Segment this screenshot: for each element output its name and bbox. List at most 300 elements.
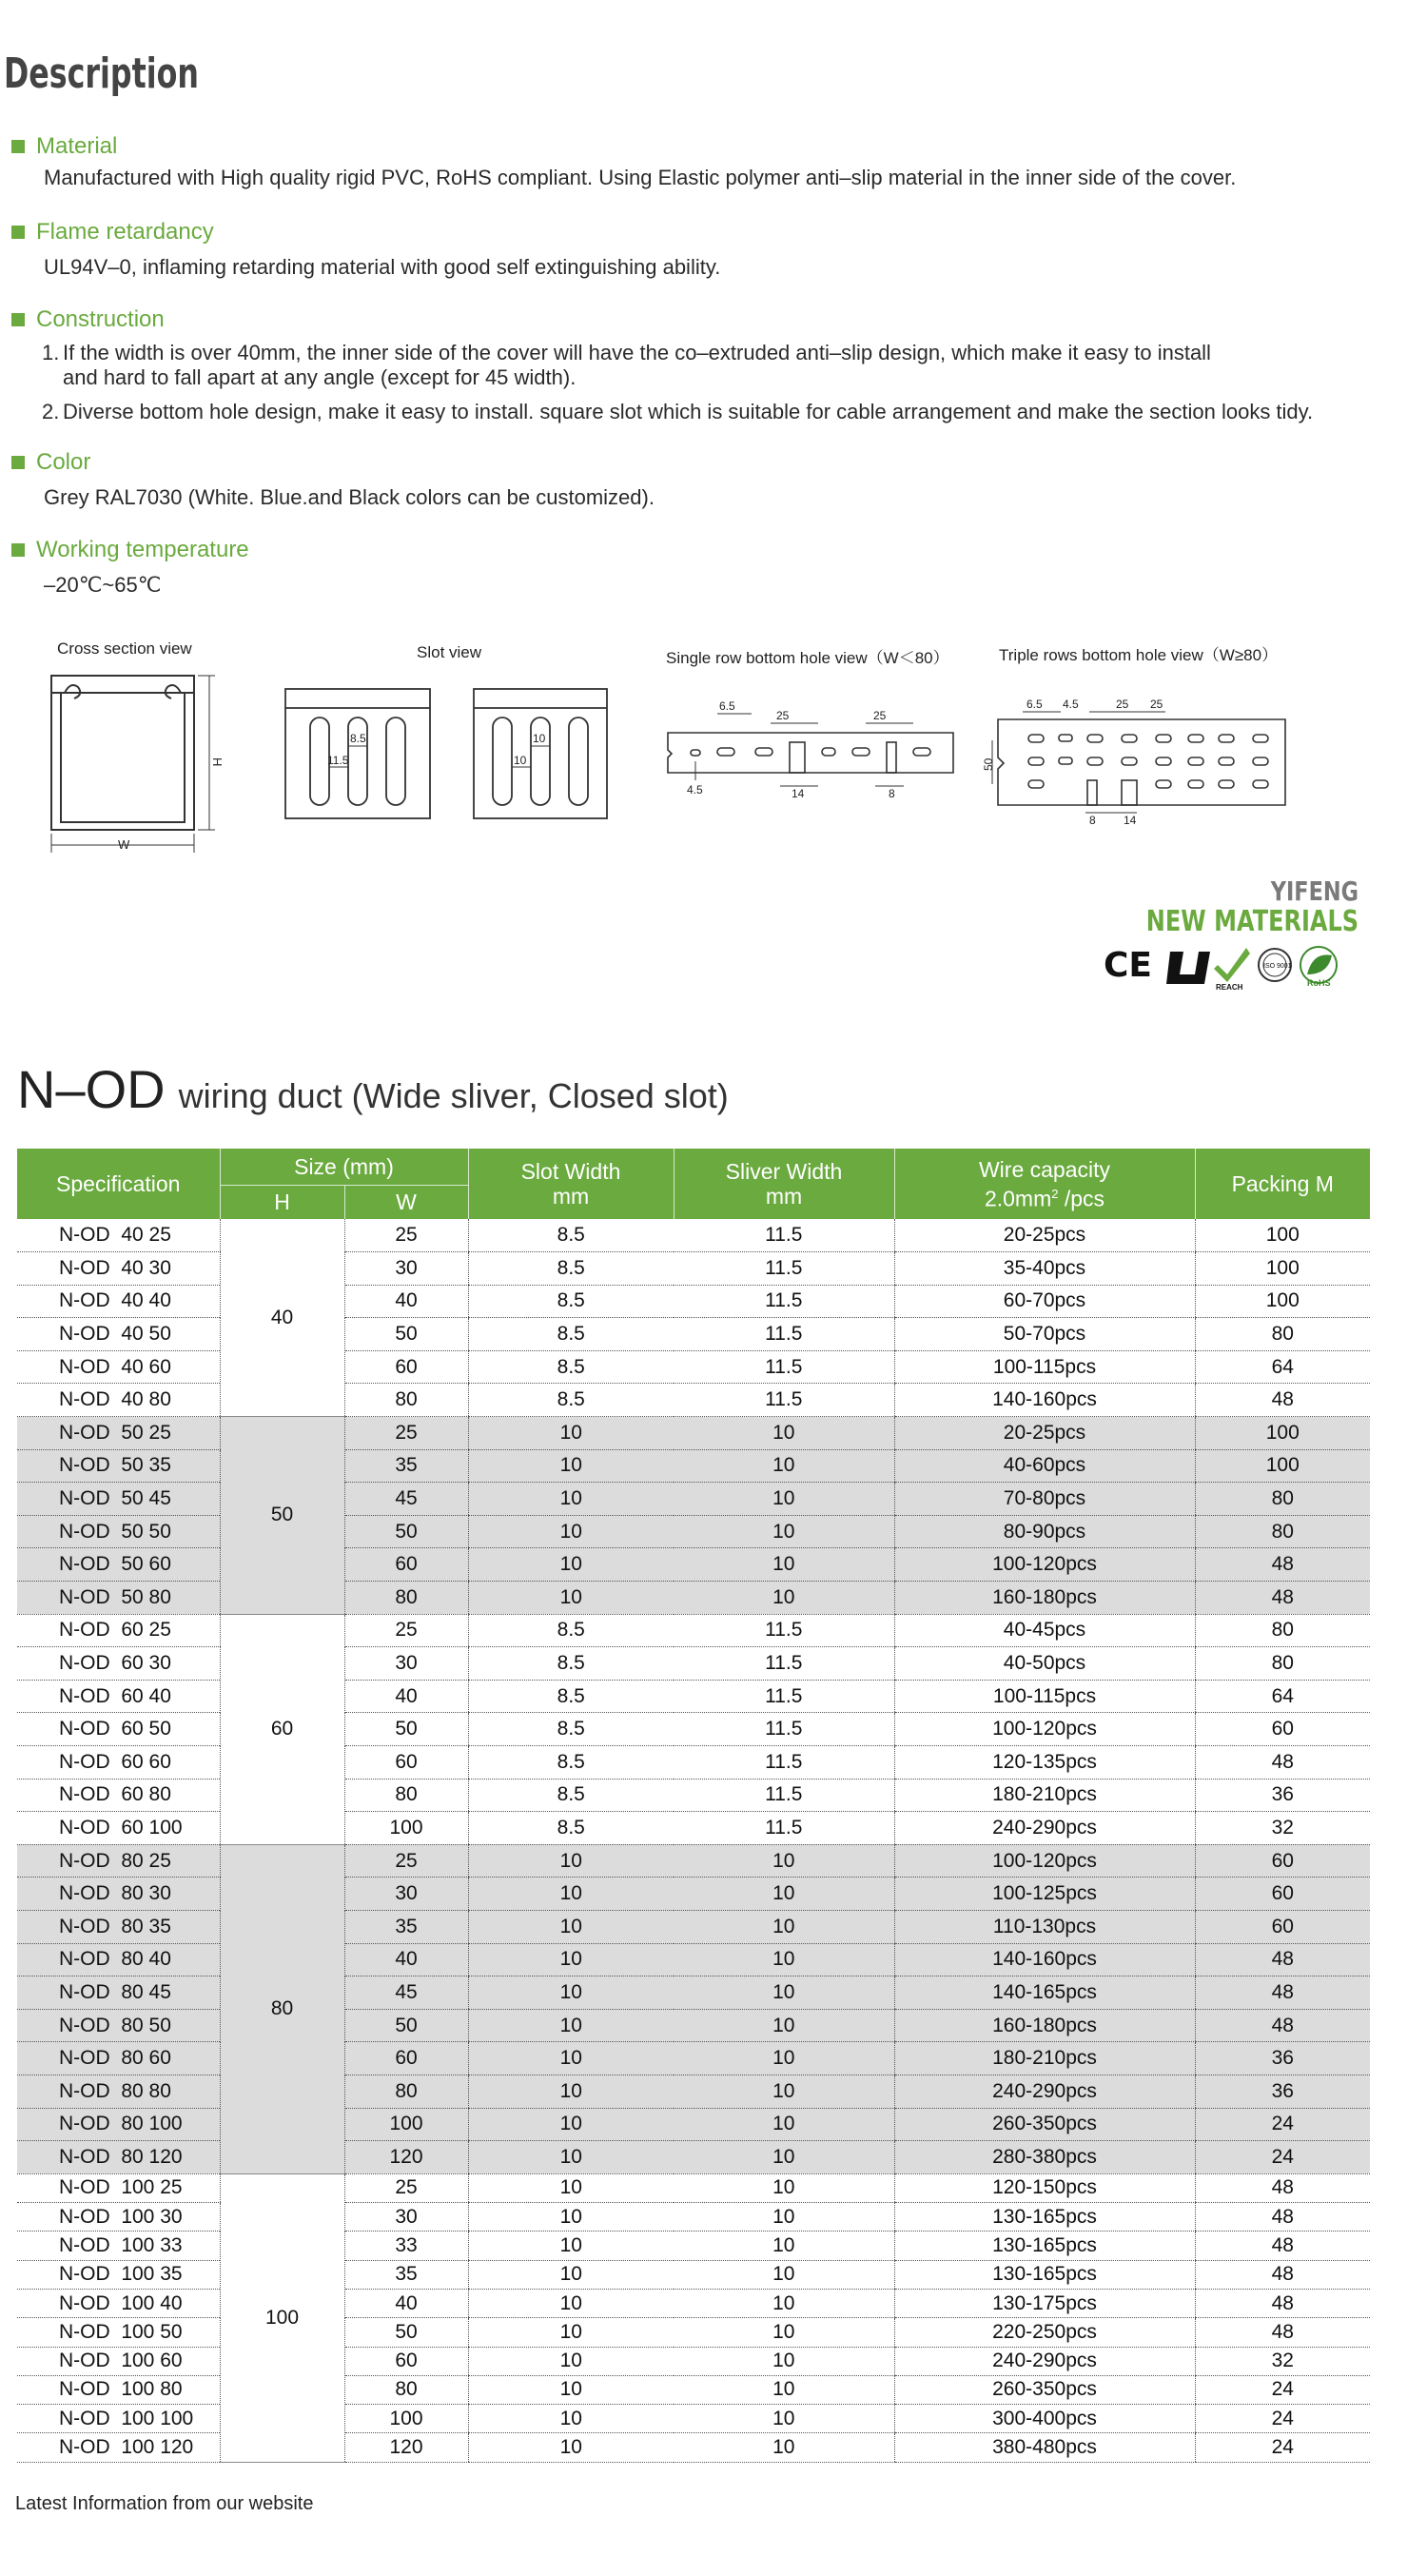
- sliver-width-cell: 10: [674, 2108, 894, 2141]
- spec-cell: N-OD 40 25: [17, 1219, 220, 1252]
- sliver-width-cell: 10: [674, 1943, 894, 1976]
- capacity-cell: 180-210pcs: [894, 2042, 1195, 2075]
- width-cell: 80: [344, 2375, 468, 2404]
- capacity-cell: 380-480pcs: [894, 2433, 1195, 2462]
- table-row: [17, 1844, 1370, 1878]
- slot-width-cell: 10: [468, 2075, 674, 2108]
- sliver-width-cell: 10: [674, 2232, 894, 2260]
- sliver-width-cell: 10: [674, 1449, 894, 1483]
- single-25a-label: 25: [776, 709, 790, 722]
- spec-cell: N-OD 40 40: [17, 1285, 220, 1318]
- width-cell: 45: [344, 1976, 468, 2010]
- sliver-width-cell: 11.5: [674, 1746, 894, 1780]
- slot-width-cell: 10: [468, 1878, 674, 1911]
- flame-text: UL94V–0, inflaming retarding material with good self extinguishing ability.: [44, 255, 721, 279]
- slot-view-label: Slot view: [417, 643, 482, 661]
- header-w: W: [344, 1185, 468, 1219]
- slot-width-cell: 8.5: [468, 1318, 674, 1351]
- packing-cell: 48: [1195, 1548, 1370, 1582]
- slot-width-cell: 10: [468, 2203, 674, 2232]
- capacity-cell: 130-175pcs: [894, 2289, 1195, 2317]
- product-model: N–OD: [17, 1059, 166, 1119]
- slot-width-cell: 8.5: [468, 1252, 674, 1286]
- construction-item-1: 1. If the width is over 40mm, the inner side of the cover will have the co–extruded anti–slip design, which make it easy to install and hard to fall apart at any angle (except for 45 width).: [42, 341, 1211, 389]
- width-cell: 80: [344, 1582, 468, 1615]
- sliver-width-cell: 11.5: [674, 1219, 894, 1252]
- width-cell: 25: [344, 1219, 468, 1252]
- spec-cell: N-OD 80 30: [17, 1878, 220, 1911]
- packing-cell: 24: [1195, 2141, 1370, 2174]
- table-row: [17, 2173, 1370, 2202]
- spec-cell: N-OD 80 60: [17, 2042, 220, 2075]
- width-cell: 80: [344, 2075, 468, 2108]
- capacity-cell: 100-120pcs: [894, 1844, 1195, 1878]
- material-section: [10, 133, 1236, 192]
- construction-section: [10, 306, 1313, 424]
- bullet-square-icon: [11, 140, 25, 153]
- slot-width-cell: 8.5: [468, 1779, 674, 1812]
- sliver-width-cell: 10: [674, 2318, 894, 2347]
- sliver-width-cell: 10: [674, 1910, 894, 1943]
- height-cell: 40: [220, 1219, 344, 1417]
- triple-65-label: 6.5: [1026, 698, 1043, 711]
- color-section: [10, 449, 655, 512]
- width-cell: 35: [344, 2260, 468, 2289]
- spec-cell: N-OD 100 33: [17, 2232, 220, 2260]
- spec-cell: N-OD 100 25: [17, 2173, 220, 2202]
- width-cell: 100: [344, 2108, 468, 2141]
- bullet-square-icon: [11, 543, 25, 557]
- construction-heading: Construction: [36, 306, 165, 332]
- header-packing: Packing M: [1195, 1149, 1370, 1219]
- capacity-cell: 160-180pcs: [894, 1582, 1195, 1615]
- table-row: [17, 1219, 1370, 1252]
- spec-cell: N-OD 50 25: [17, 1417, 220, 1450]
- sliver-width-cell: 10: [674, 2075, 894, 2108]
- slot-width-cell: 10: [468, 2433, 674, 2462]
- spec-cell: N-OD 100 120: [17, 2433, 220, 2462]
- capacity-cell: 130-165pcs: [894, 2260, 1195, 2289]
- spec-table-body: [17, 1219, 1370, 2462]
- packing-cell: 48: [1195, 2260, 1370, 2289]
- packing-cell: 48: [1195, 1943, 1370, 1976]
- sliver-width-cell: 11.5: [674, 1285, 894, 1318]
- single-65-label: 6.5: [719, 699, 735, 713]
- sliver-width-cell: 10: [674, 1548, 894, 1582]
- spec-cell: N-OD 60 30: [17, 1647, 220, 1681]
- dim-w-label: W: [118, 837, 130, 852]
- packing-cell: 24: [1195, 2108, 1370, 2141]
- slot-width-cell: 10: [468, 1449, 674, 1483]
- spec-cell: N-OD 80 45: [17, 1976, 220, 2010]
- packing-cell: 36: [1195, 2042, 1370, 2075]
- brand-logo: [1093, 875, 1359, 938]
- description-title: Description: [4, 49, 199, 98]
- width-cell: 50: [344, 2009, 468, 2042]
- iso-seal-icon: [1259, 949, 1292, 981]
- packing-cell: 48: [1195, 1582, 1370, 1615]
- packing-cell: 36: [1195, 1779, 1370, 1812]
- packing-cell: 24: [1195, 2433, 1370, 2462]
- slot-view-diagram: [282, 681, 643, 824]
- packing-cell: 48: [1195, 2203, 1370, 2232]
- sliver-width-cell: 10: [674, 2260, 894, 2289]
- width-cell: 60: [344, 2347, 468, 2375]
- brand-line-1: YIFENG: [1270, 875, 1359, 907]
- width-cell: 45: [344, 1483, 468, 1516]
- packing-cell: 100: [1195, 1219, 1370, 1252]
- width-cell: 30: [344, 1878, 468, 1911]
- width-cell: 33: [344, 2232, 468, 2260]
- spec-cell: N-OD 80 50: [17, 2009, 220, 2042]
- capacity-cell: 240-290pcs: [894, 2347, 1195, 2375]
- packing-cell: 64: [1195, 1350, 1370, 1384]
- packing-cell: 64: [1195, 1680, 1370, 1713]
- triple-45-label: 4.5: [1063, 698, 1079, 711]
- slot-width-cell: 10: [468, 1976, 674, 2010]
- bullet-square-icon: [11, 313, 25, 326]
- brand-line-2: NEW MATERIALS: [1145, 905, 1359, 938]
- capacity-cell: 130-165pcs: [894, 2232, 1195, 2260]
- construction-item-2: 2. Diverse bottom hole design, make it easy to install. square slot which is suitable for cable arrangement and make the section looks tidy.: [42, 400, 1314, 423]
- single-row-diagram: [656, 695, 961, 818]
- packing-cell: 48: [1195, 2009, 1370, 2042]
- header-sliver-width: Sliver Width mm: [674, 1149, 894, 1219]
- packing-cell: 80: [1195, 1647, 1370, 1681]
- width-cell: 80: [344, 1779, 468, 1812]
- capacity-cell: 100-115pcs: [894, 1680, 1195, 1713]
- packing-cell: 48: [1195, 1746, 1370, 1780]
- sliver-width-cell: 10: [674, 1483, 894, 1516]
- packing-cell: 80: [1195, 1318, 1370, 1351]
- width-cell: 35: [344, 1449, 468, 1483]
- slot-width-cell: 10: [468, 2108, 674, 2141]
- packing-cell: 32: [1195, 2347, 1370, 2375]
- sliver-width-cell: 10: [674, 1976, 894, 2010]
- material-heading: Material: [36, 133, 118, 159]
- triple-row-label: Triple rows bottom hole view（W≥80）: [999, 646, 1279, 664]
- slot-width-cell: 10: [468, 2009, 674, 2042]
- packing-cell: 60: [1195, 1878, 1370, 1911]
- packing-cell: 80: [1195, 1614, 1370, 1647]
- rohs-label: RoHS: [1307, 978, 1331, 988]
- packing-cell: 48: [1195, 2232, 1370, 2260]
- slot-width-cell: 10: [468, 2318, 674, 2347]
- sliver-width-cell: 10: [674, 2433, 894, 2462]
- width-cell: 50: [344, 1515, 468, 1548]
- spec-cell: N-OD 80 25: [17, 1844, 220, 1878]
- color-text: Grey RAL7030 (White. Blue.and Black colors can be customized).: [44, 485, 655, 509]
- slot-width-cell: 8.5: [468, 1384, 674, 1417]
- slot-10b-label: 10: [514, 754, 527, 767]
- width-cell: 100: [344, 1812, 468, 1845]
- width-cell: 120: [344, 2433, 468, 2462]
- spec-cell: N-OD 40 50: [17, 1318, 220, 1351]
- dim-h-label: H: [210, 757, 225, 767]
- sliver-width-cell: 10: [674, 2203, 894, 2232]
- capacity-cell: 140-165pcs: [894, 1976, 1195, 2010]
- packing-cell: 48: [1195, 2173, 1370, 2202]
- cross-section-label: Cross section view: [57, 639, 192, 658]
- width-cell: 35: [344, 1910, 468, 1943]
- header-wire-capacity: Wire capacity $2.0mm^2$ /pcs: [894, 1149, 1195, 1219]
- width-cell: 25: [344, 1614, 468, 1647]
- packing-cell: 48: [1195, 2318, 1370, 2347]
- width-cell: 60: [344, 1548, 468, 1582]
- capacity-cell: 220-250pcs: [894, 2318, 1195, 2347]
- triple-25a-label: 25: [1116, 698, 1129, 711]
- packing-cell: 48: [1195, 2289, 1370, 2317]
- capacity-cell: 140-160pcs: [894, 1943, 1195, 1976]
- sliver-width-cell: 10: [674, 1878, 894, 1911]
- spec-cell: N-OD 100 80: [17, 2375, 220, 2404]
- capacity-cell: 20-25pcs: [894, 1219, 1195, 1252]
- slot-width-cell: 10: [468, 2375, 674, 2404]
- capacity-cell: 80-90pcs: [894, 1515, 1195, 1548]
- slot-width-cell: 8.5: [468, 1680, 674, 1713]
- triple-row-diagram: [982, 693, 1299, 827]
- capacity-cell: 280-380pcs: [894, 2141, 1195, 2174]
- spec-cell: N-OD 80 120: [17, 2141, 220, 2174]
- triple-25b-label: 25: [1150, 698, 1163, 711]
- product-subtitle: wiring duct (Wide sliver, Closed slot): [178, 1076, 729, 1115]
- width-cell: 60: [344, 2042, 468, 2075]
- slot-width-cell: 10: [468, 1515, 674, 1548]
- slot-width-cell: 10: [468, 2347, 674, 2375]
- capacity-cell: 120-150pcs: [894, 2173, 1195, 2202]
- spec-cell: N-OD 100 50: [17, 2318, 220, 2347]
- slot-width-cell: 8.5: [468, 1614, 674, 1647]
- capacity-cell: 300-400pcs: [894, 2405, 1195, 2433]
- spec-cell: N-OD 60 50: [17, 1713, 220, 1746]
- spec-cell: N-OD 100 100: [17, 2405, 220, 2433]
- width-cell: 40: [344, 1680, 468, 1713]
- slot-width-cell: 8.5: [468, 1350, 674, 1384]
- width-cell: 25: [344, 1844, 468, 1878]
- height-cell: 50: [220, 1417, 344, 1615]
- width-cell: 100: [344, 2405, 468, 2433]
- width-cell: 40: [344, 2289, 468, 2317]
- spec-cell: N-OD 50 60: [17, 1548, 220, 1582]
- sliver-width-cell: 10: [674, 2375, 894, 2404]
- capacity-cell: 20-25pcs: [894, 1417, 1195, 1450]
- sliver-width-cell: 11.5: [674, 1252, 894, 1286]
- header-slot-width: Slot Width mm: [468, 1149, 674, 1219]
- cross-section-diagram: [38, 666, 228, 856]
- width-cell: 30: [344, 1252, 468, 1286]
- spec-cell: N-OD 50 35: [17, 1449, 220, 1483]
- width-cell: 40: [344, 1285, 468, 1318]
- capacity-cell: 100-120pcs: [894, 1548, 1195, 1582]
- spec-cell: N-OD 80 40: [17, 1943, 220, 1976]
- packing-cell: 60: [1195, 1713, 1370, 1746]
- spec-cell: N-OD 100 30: [17, 2203, 220, 2232]
- slot-width-cell: 10: [468, 1943, 674, 1976]
- width-cell: 120: [344, 2141, 468, 2174]
- bullet-square-icon: [11, 226, 25, 239]
- single-25b-label: 25: [873, 709, 887, 722]
- color-heading: Color: [36, 449, 91, 475]
- width-cell: 60: [344, 1350, 468, 1384]
- sliver-width-cell: 10: [674, 2289, 894, 2317]
- slot-width-cell: 8.5: [468, 1219, 674, 1252]
- sliver-width-cell: 11.5: [674, 1680, 894, 1713]
- capacity-cell: 240-290pcs: [894, 2075, 1195, 2108]
- sliver-width-cell: 10: [674, 1417, 894, 1450]
- slot-width-cell: 10: [468, 2141, 674, 2174]
- width-cell: 40: [344, 1943, 468, 1976]
- temperature-heading: Working temperature: [36, 537, 249, 562]
- header-h: H: [220, 1185, 344, 1219]
- width-cell: 30: [344, 1647, 468, 1681]
- packing-cell: 32: [1195, 1812, 1370, 1845]
- capacity-cell: 120-135pcs: [894, 1746, 1195, 1780]
- capacity-cell: 130-165pcs: [894, 2203, 1195, 2232]
- single-14-label: 14: [792, 787, 805, 800]
- height-cell: 60: [220, 1614, 344, 1844]
- reach-check-icon: [1214, 948, 1250, 992]
- spec-cell: N-OD 100 40: [17, 2289, 220, 2317]
- spec-cell: N-OD 80 80: [17, 2075, 220, 2108]
- sliver-width-cell: 10: [674, 1582, 894, 1615]
- capacity-cell: 100-120pcs: [894, 1713, 1195, 1746]
- packing-cell: 24: [1195, 2375, 1370, 2404]
- sliver-width-cell: 10: [674, 2141, 894, 2174]
- slot-width-cell: 8.5: [468, 1647, 674, 1681]
- spec-table: [17, 1149, 1370, 2463]
- header-specification: Specification: [17, 1149, 220, 1219]
- table-row: [17, 1614, 1370, 1647]
- ul-mark-icon: [1166, 952, 1210, 984]
- sliver-width-cell: 11.5: [674, 1779, 894, 1812]
- slot-width-cell: 10: [468, 2289, 674, 2317]
- capacity-cell: 180-210pcs: [894, 1779, 1195, 1812]
- capacity-cell: 35-40pcs: [894, 1252, 1195, 1286]
- single-row-label: Single row bottom hole view（W＜80）: [666, 649, 949, 667]
- spec-cell: N-OD 40 60: [17, 1350, 220, 1384]
- bullet-square-icon: [11, 456, 25, 469]
- slot-width-cell: 8.5: [468, 1285, 674, 1318]
- spec-cell: N-OD 60 40: [17, 1680, 220, 1713]
- capacity-cell: 110-130pcs: [894, 1910, 1195, 1943]
- triple-14-label: 14: [1124, 814, 1137, 827]
- packing-cell: 80: [1195, 1483, 1370, 1516]
- slot-width-cell: 10: [468, 2173, 674, 2202]
- packing-cell: 80: [1195, 1515, 1370, 1548]
- spec-cell: N-OD 80 100: [17, 2108, 220, 2141]
- capacity-cell: 40-50pcs: [894, 1647, 1195, 1681]
- slot-width-cell: 10: [468, 1582, 674, 1615]
- header-size: Size (mm): [220, 1149, 468, 1185]
- spec-cell: N-OD 60 100: [17, 1812, 220, 1845]
- sliver-width-cell: 10: [674, 2405, 894, 2433]
- slot-115-label: 11.5: [327, 754, 349, 767]
- width-cell: 25: [344, 1417, 468, 1450]
- spec-cell: N-OD 50 50: [17, 1515, 220, 1548]
- slot-width-cell: 10: [468, 1548, 674, 1582]
- packing-cell: 24: [1195, 2405, 1370, 2433]
- single-45-label: 4.5: [687, 783, 703, 796]
- material-text: Manufactured with High quality rigid PVC, RoHS compliant. Using Elastic polymer anti–slip material in the inner side of the cover.: [44, 166, 1237, 189]
- width-cell: 60: [344, 1746, 468, 1780]
- iso-label: ISO 9001: [1263, 963, 1292, 970]
- flame-section: [10, 219, 720, 282]
- packing-cell: 100: [1195, 1417, 1370, 1450]
- slot-10a-label: 10: [533, 732, 546, 745]
- product-title: [17, 1058, 729, 1120]
- slot-width-cell: 10: [468, 1417, 674, 1450]
- capacity-cell: 70-80pcs: [894, 1483, 1195, 1516]
- spec-cell: N-OD 40 80: [17, 1384, 220, 1417]
- spec-cell: N-OD 40 30: [17, 1252, 220, 1286]
- sliver-width-cell: 10: [674, 2009, 894, 2042]
- capacity-cell: 50-70pcs: [894, 1318, 1195, 1351]
- sliver-width-cell: 11.5: [674, 1350, 894, 1384]
- table-row: [17, 1417, 1370, 1450]
- slot-width-cell: 10: [468, 1483, 674, 1516]
- triple-50-label: 50: [982, 757, 995, 771]
- capacity-cell: 60-70pcs: [894, 1285, 1195, 1318]
- reach-label: REACH: [1216, 983, 1243, 992]
- capacity-cell: 260-350pcs: [894, 2108, 1195, 2141]
- sliver-width-cell: 11.5: [674, 1812, 894, 1845]
- temperature-text: –20℃~65℃: [44, 573, 162, 597]
- temperature-section: [10, 537, 249, 600]
- width-cell: 30: [344, 2203, 468, 2232]
- single-8-label: 8: [889, 787, 895, 800]
- sliver-width-cell: 11.5: [674, 1318, 894, 1351]
- slot-width-cell: 10: [468, 2042, 674, 2075]
- slot-width-cell: 10: [468, 2232, 674, 2260]
- packing-cell: 60: [1195, 1844, 1370, 1878]
- packing-cell: 100: [1195, 1252, 1370, 1286]
- width-cell: 50: [344, 1318, 468, 1351]
- sliver-width-cell: 11.5: [674, 1614, 894, 1647]
- slot-width-cell: 8.5: [468, 1713, 674, 1746]
- packing-cell: 48: [1195, 1976, 1370, 2010]
- capacity-cell: 240-290pcs: [894, 1812, 1195, 1845]
- sliver-width-cell: 11.5: [674, 1647, 894, 1681]
- triple-8-label: 8: [1089, 814, 1096, 827]
- sliver-width-cell: 10: [674, 2173, 894, 2202]
- slot-width-cell: 8.5: [468, 1746, 674, 1780]
- capacity-cell: 260-350pcs: [894, 2375, 1195, 2404]
- packing-cell: 36: [1195, 2075, 1370, 2108]
- slot-width-cell: 10: [468, 2405, 674, 2433]
- spec-cell: N-OD 100 60: [17, 2347, 220, 2375]
- spec-cell: N-OD 60 60: [17, 1746, 220, 1780]
- capacity-cell: 100-115pcs: [894, 1350, 1195, 1384]
- slot-85-label: 8.5: [350, 732, 366, 745]
- sliver-width-cell: 11.5: [674, 1384, 894, 1417]
- spec-cell: N-OD 50 45: [17, 1483, 220, 1516]
- capacity-cell: 160-180pcs: [894, 2009, 1195, 2042]
- slot-width-cell: 10: [468, 1910, 674, 1943]
- packing-cell: 100: [1195, 1285, 1370, 1318]
- capacity-cell: 40-60pcs: [894, 1449, 1195, 1483]
- spec-cell: N-OD 100 35: [17, 2260, 220, 2289]
- sliver-width-cell: 10: [674, 2042, 894, 2075]
- spec-cell: N-OD 60 80: [17, 1779, 220, 1812]
- slot-width-cell: 8.5: [468, 1812, 674, 1845]
- rohs-leaf-icon: [1300, 947, 1337, 988]
- capacity-cell: 40-45pcs: [894, 1614, 1195, 1647]
- footer-text: Latest Information from our website: [15, 2493, 314, 2514]
- slot-width-cell: 10: [468, 1844, 674, 1878]
- width-cell: 80: [344, 1384, 468, 1417]
- width-cell: 25: [344, 2173, 468, 2202]
- packing-cell: 60: [1195, 1910, 1370, 1943]
